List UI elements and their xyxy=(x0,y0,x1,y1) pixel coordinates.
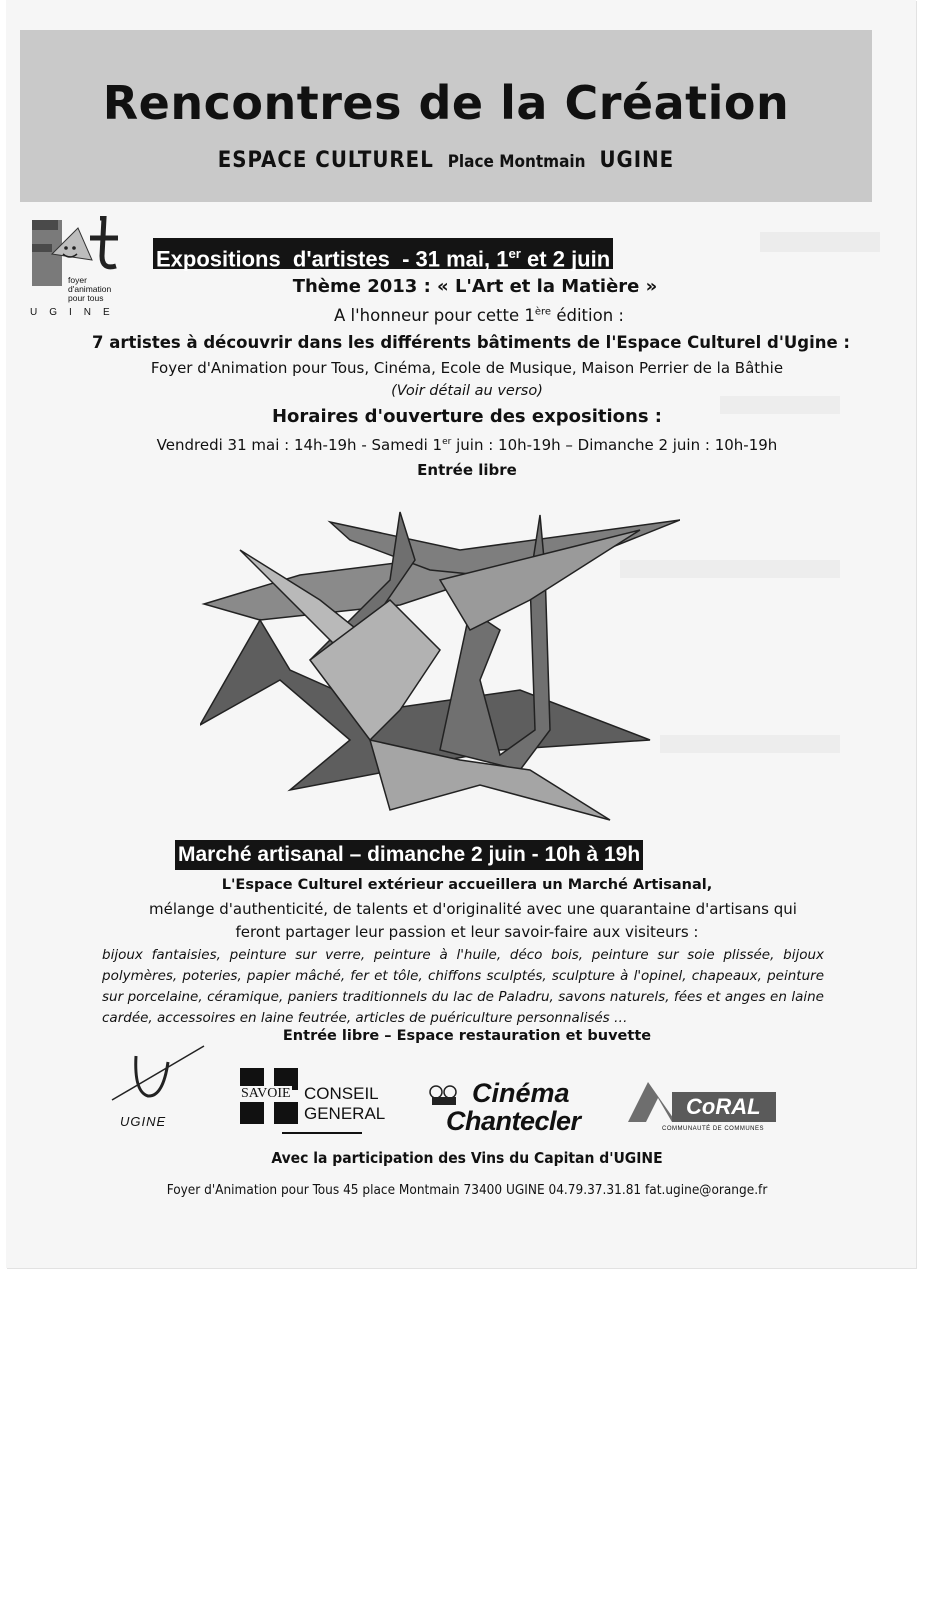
expositions-banner xyxy=(153,238,613,272)
conseil-general-savoie-logo xyxy=(238,1068,398,1138)
coral-mountain-icon xyxy=(628,1082,676,1122)
fat-tagline-line: pour tous xyxy=(68,293,104,303)
horaires-title: Horaires d'ouverture des expositions : xyxy=(271,406,662,427)
subtitle-venue: ESPACE CULTUREL xyxy=(217,148,434,173)
lieux-line: Foyer d'Animation pour Tous, Cinéma, Ecole de Musique, Maison Perrier de la Bâthie xyxy=(150,359,784,377)
marche-banner: Marché artisanal – dimanche 2 juin - 10h à 19h xyxy=(175,840,643,870)
verso-bleed-decoration xyxy=(760,232,880,252)
horaires-text-end: juin : 10h-19h – Dimanche 2 juin : 10h-19h xyxy=(451,436,778,454)
conseil-label: CONSEIL xyxy=(304,1084,379,1103)
ugine-logo-label: UGINE xyxy=(120,1114,167,1129)
honneur-text: A l'honneur pour cette 1 xyxy=(334,306,535,325)
ugine-logo xyxy=(108,1042,218,1134)
general-label: GENERAL xyxy=(304,1104,386,1123)
marche-intro-line-1: L'Espace Culturel extérieur accueillera un Marché Artisanal, xyxy=(221,877,713,893)
marche-intro-line-3: feront partager leur passion et leur savoir-faire aux visiteurs : xyxy=(235,923,699,941)
poster-subtitle xyxy=(20,148,872,173)
subtitle-place: Place Montmain xyxy=(447,152,586,172)
expositions-banner-text-end: et 2 juin xyxy=(520,246,611,272)
ugine-u-icon xyxy=(108,1042,218,1112)
expositions-banner-text: Expositions d'artistes - 31 mai, 1 xyxy=(156,246,509,272)
participation-line: Avec la participation des Vins du Capitan d'UGINE xyxy=(271,1149,663,1167)
poster-title: Rencontres de la Création xyxy=(102,76,790,130)
chantecler-label: Chantecler xyxy=(446,1106,581,1136)
subtitle-city: UGINE xyxy=(599,148,675,173)
verso-bleed-decoration xyxy=(660,735,840,753)
verso-note: (Voir détail au verso) xyxy=(391,383,543,399)
coral-logo xyxy=(628,1082,778,1142)
coral-sublabel: COMMUNAUTÉ DE COMMUNES xyxy=(662,1126,764,1132)
expositions-banner-sup: er xyxy=(508,246,521,261)
horaires-line xyxy=(0,436,934,454)
fat-tagline-line: d'animation xyxy=(68,284,112,294)
horaires-sup: er xyxy=(442,437,452,447)
contact-line: Foyer d'Animation pour Tous 45 place Montmain 73400 UGINE 04.79.37.31.81 fat.ugine@orange.fr xyxy=(166,1182,768,1198)
abstract-artwork-image xyxy=(200,510,680,825)
honneur-text-end: édition : xyxy=(551,306,624,325)
header-band xyxy=(20,30,872,202)
honneur-line xyxy=(0,306,934,325)
fat-tagline-line: foyer xyxy=(68,275,87,285)
savoie-label: SAVOIE xyxy=(241,1086,291,1101)
logo-underline xyxy=(282,1132,362,1134)
fat-logo-city: UGINE xyxy=(30,307,122,318)
marche-intro-line-2: mélange d'authenticité, de talents et d'originalité avec une quarantaine d'artisans qui xyxy=(149,900,797,918)
artisans-list: bijoux fantaisies, peinture sur verre, peinture à l'huile, déco bois, peinture sur soie plissée, bijoux polymères, poteries, papier mâché, fer et tôle, chiffons sculptés, sculpture à l'opinel, chapeaux, peinture sur porcelaine, céramique, paniers traditionnels du lac de Paladru, savons naturels, fées et anges en laine cardée, accessoires en laine feutrée, articles de puériculture personnalisés … xyxy=(102,947,824,1026)
horaires-text: Vendredi 31 mai : 14h-19h - Samedi 1 xyxy=(156,436,443,454)
cinema-chantecler-logo xyxy=(426,1078,596,1140)
entree-libre-marche: Entrée libre – Espace restauration et buvette xyxy=(282,1028,652,1044)
film-camera-icon xyxy=(426,1084,466,1106)
artistes-line: 7 artistes à découvrir dans les différents bâtiments de l'Espace Culturel d'Ugine : xyxy=(91,333,851,352)
coral-label: CoRAL xyxy=(686,1094,761,1119)
cinema-label: Cinéma xyxy=(472,1078,570,1108)
honneur-sup: ère xyxy=(534,306,552,318)
entree-libre-expo: Entrée libre xyxy=(417,461,517,479)
theme-line: Thème 2013 : « L'Art et la Matière » xyxy=(292,276,658,297)
